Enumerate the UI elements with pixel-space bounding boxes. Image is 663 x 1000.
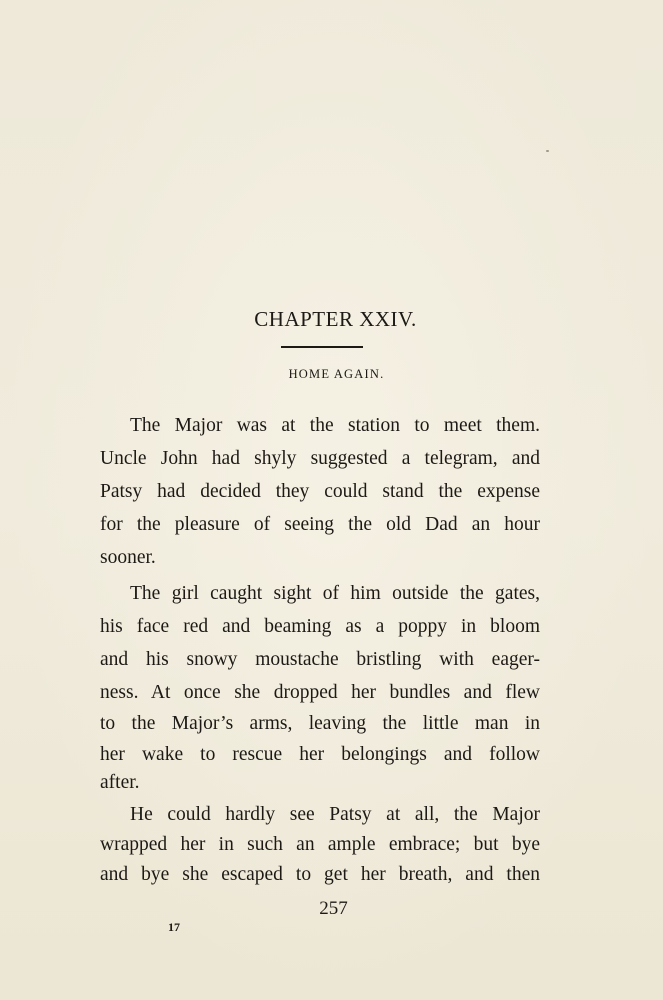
page-number: 257 (319, 898, 348, 919)
title-rule (281, 346, 363, 348)
chapter-title: CHAPTER XXIV. (254, 307, 417, 331)
text-line: Uncle John had shyly suggested a telegram, and (100, 448, 540, 469)
text-line: her wake to rescue her belongings and follow (100, 744, 540, 765)
paper-speck (546, 150, 549, 152)
text-line: sooner. (100, 547, 156, 568)
text-line: He could hardly see Patsy at all, the Major (130, 804, 540, 825)
signature-mark: 17 (168, 920, 180, 934)
text-line: after. (100, 772, 140, 793)
text-line: wrapped her in such an ample embrace; but bye (100, 834, 540, 855)
text-line: his face red and beaming as a poppy in bloom (100, 616, 540, 637)
text-line: for the pleasure of seeing the old Dad an hour (100, 514, 540, 535)
text-line: to the Major’s arms, leaving the little man in (100, 713, 540, 734)
chapter-subtitle: HOME AGAIN. (288, 367, 385, 381)
text-line: and his snowy moustache bristling with eager- (100, 649, 540, 670)
text-line: and bye she escaped to get her breath, and then (100, 864, 540, 885)
text-line: The Major was at the station to meet them. (130, 415, 540, 436)
text-line: The girl caught sight of him outside the gates, (130, 583, 540, 604)
text-line: Patsy had decided they could stand the expense (100, 481, 540, 502)
text-line: ness. At once she dropped her bundles and flew (100, 682, 540, 703)
